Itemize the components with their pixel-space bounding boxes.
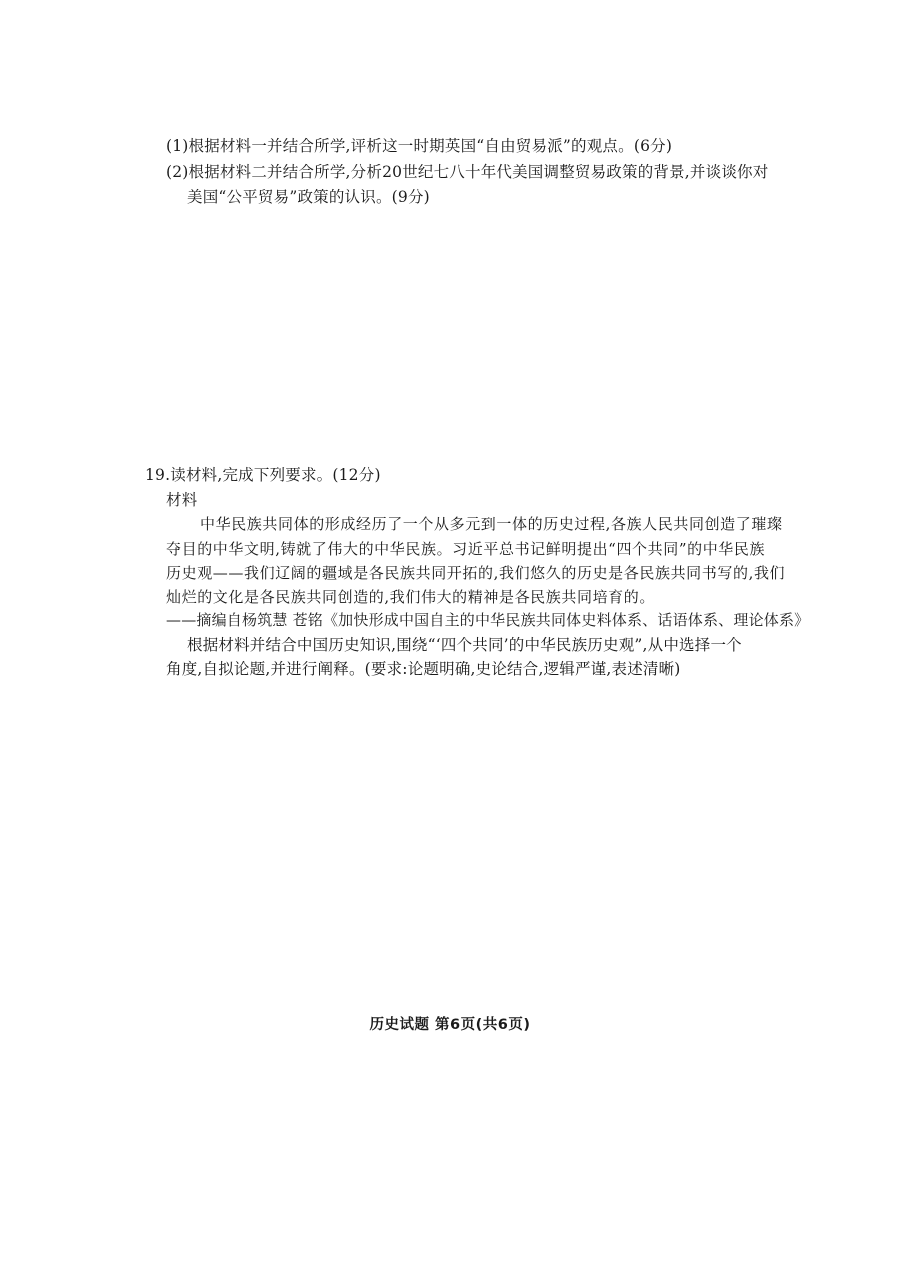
- material-line-3: 历史观——我们辽阔的疆域是各民族共同开拓的,我们悠久的历史是各民族共同书写的,我们: [166, 564, 786, 582]
- material-line-1: 中华民族共同体的形成经历了一个从多元到一体的历史过程,各族人民共同创造了璀璨: [200, 515, 783, 533]
- question-19-task-line-2: 角度,自拟论题,并进行阐释。(要求:论题明确,史论结合,逻辑严谨,表述清晰): [166, 660, 681, 678]
- material-source: ——摘编自杨筑慧 苍铭《加快形成中国自主的中华民族共同体史料体系、话语体系、理论体系》: [166, 611, 810, 629]
- question-19-task-line-1: 根据材料并结合中国历史知识,围绕“‘四个共同’的中华民族历史观”,从中选择一个: [187, 636, 742, 654]
- question-18-subquestion-1: (1)根据材料一并结合所学,评析这一时期英国“自由贸易派”的观点。(6分): [166, 137, 673, 155]
- material-line-4: 灿烂的文化是各民族共同创造的,我们伟大的精神是各民族共同培育的。: [166, 588, 655, 606]
- question-19-heading: 19.读材料,完成下列要求。(12分): [145, 466, 381, 484]
- page-footer: 历史试题 第6页(共6页): [369, 1017, 531, 1033]
- material-label: 材料: [166, 491, 198, 509]
- material-line-2: 夺目的中华文明,铸就了伟大的中华民族。习近平总书记鲜明提出“四个共同”的中华民族: [166, 540, 766, 558]
- question-18-subquestion-2-line-2: 美国“公平贸易”政策的认识。(9分): [187, 188, 430, 206]
- question-18-subquestion-2-line-1: (2)根据材料二并结合所学,分析20世纪七八十年代美国调整贸易政策的背景,并谈谈你对: [166, 163, 769, 181]
